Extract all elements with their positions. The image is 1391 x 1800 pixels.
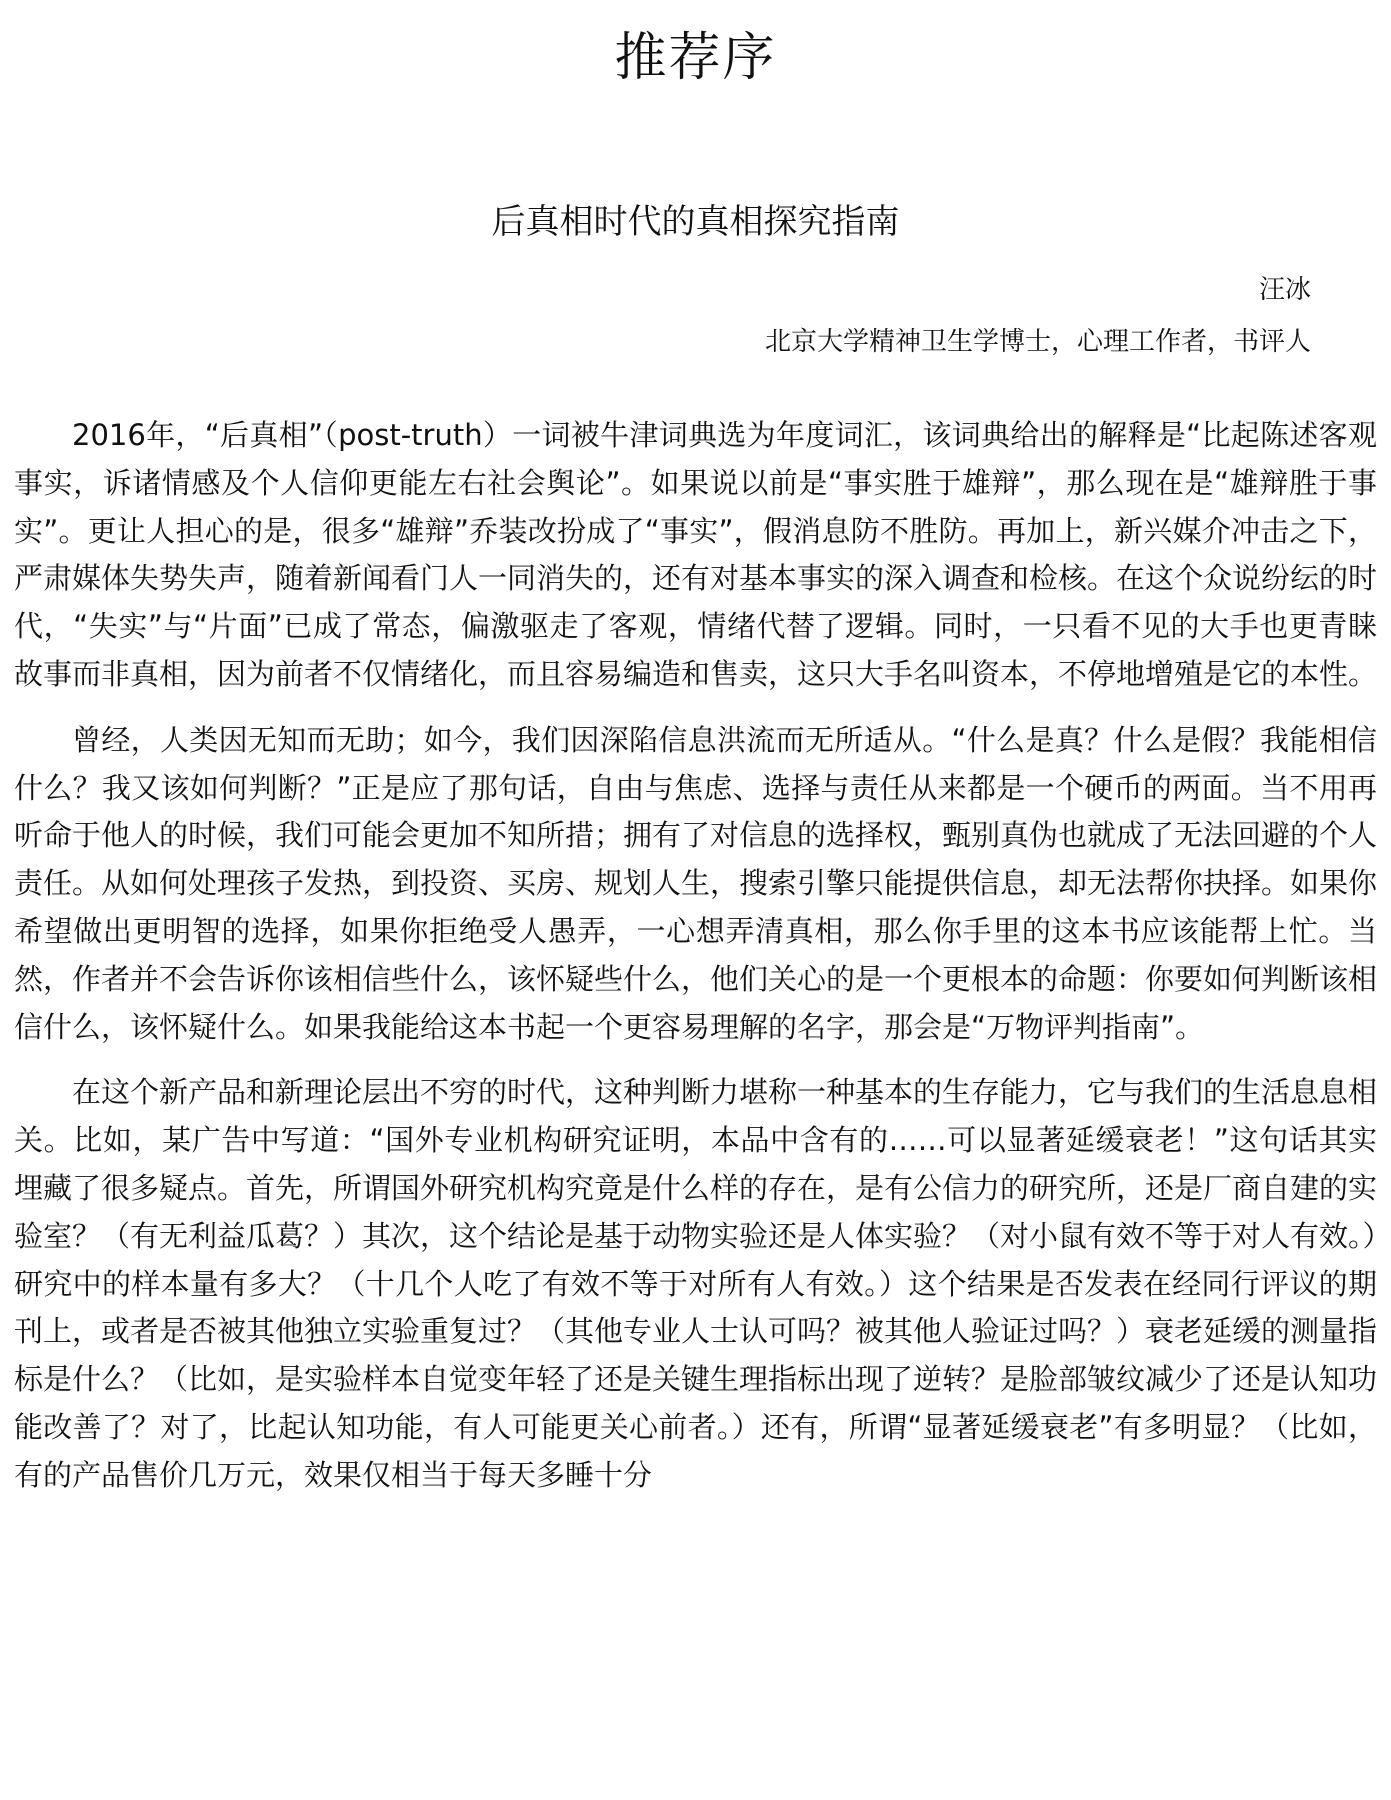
paragraph-3: 在这个新产品和新理论层出不穷的时代，这种判断力堪称一种基本的生存能力，它与我们的生活息息相关。比如，某广告中写道：“国外专业机构研究证明，本品中含有的……可以显著延缓衰老！”这句话其实埋藏了很多疑点。首先，所谓国外研究机构究竟是什么样的存在，是有公信力的研究所，还是厂商自建的实验室？（有无利益瓜葛？）其次，这个结论是基于动物实验还是人体实验？（对小鼠有效不等于对人有效。）研究中的样本量有多大？（十几个人吃了有效不等于对所有人有效。）这个结果是否发表在经同行评议的期刊上，或者是否被其他独立实验重复过？（其他专业人士认可吗？被其他人验证过吗？）衰老延缓的测量指标是什么？（比如，是实验样本自觉变年轻了还是关键生理指标出现了逆转？是脸部皱纹减少了还是认知功能改善了？对了，比起认知功能，有人可能更关心前者。）还有，所谓“显著延缓衰老”有多明显？（比如，有的产品售价几万元，效果仅相当于每天多睡十分 [14,1075,1378,1492]
article-subtitle: 后真相时代的真相探究指南 [491,202,900,242]
author-affiliation: 北京大学精神卫生学博士，心理工作者，书评人 [764,327,1311,357]
paragraph-2: 曾经，人类因无知而无助；如今，我们因深陷信息洪流而无所适从。“什么是真？什么是假？我能相信什么？我又该如何判断？”正是应了那句话，自由与焦虑、选择与责任从来都是一个硬币的两面。当不用再听命于他人的时候，我们可能会更加不知所措；拥有了对信息的选择权，甄别真伪也就成了无法回避的个人责任。从如何处理孩子发热，到投资、买房、规划人生，搜索引擎只能提供信息，却无法帮你抉择。如果你希望做出更明智的选择，如果你拒绝受人愚弄，一心想弄清真相，那么你手里的这本书应该能帮上忙。当然，作者并不会告诉你该相信些什么，该怀疑些什么，他们关心的是一个更根本的命题：你要如何判断该相信什么，该怀疑什么。如果我能给这本书起一个更容易理解的名字，那会是“万物评判指南”。 [14,722,1378,1044]
paragraph-1: 2016年，“后真相”（post-truth）一词被牛津词典选为年度词汇，该词典给出的解释是“比起陈述客观事实，诉诸情感及个人信仰更能左右社会舆论”。如果说以前是“事实胜于雄辩”，那么现在是“雄辩胜于事实”。更让人担心的是，很多“雄辩”乔装改扮成了“事实”，假消息防不胜防。再加上，新兴媒介冲击之下，严肃媒体失势失声，随着新闻看门人一同消失的，还有对基本事实的深入调查和检核。在这个众说纷纭的时代，“失实”与“片面”已成了常态，偏激驱走了客观，情绪代替了逻辑。同时，一只看不见的大手也更青睐故事而非真相，因为前者不仅情绪化，而且容易编造和售卖，这只大手名叫资本，不停地增殖是它的本性。 [14,418,1378,691]
body-text [14,412,1377,1518]
page-title: 推荐序 [614,28,777,88]
author-name: 汪冰 [1258,275,1311,305]
